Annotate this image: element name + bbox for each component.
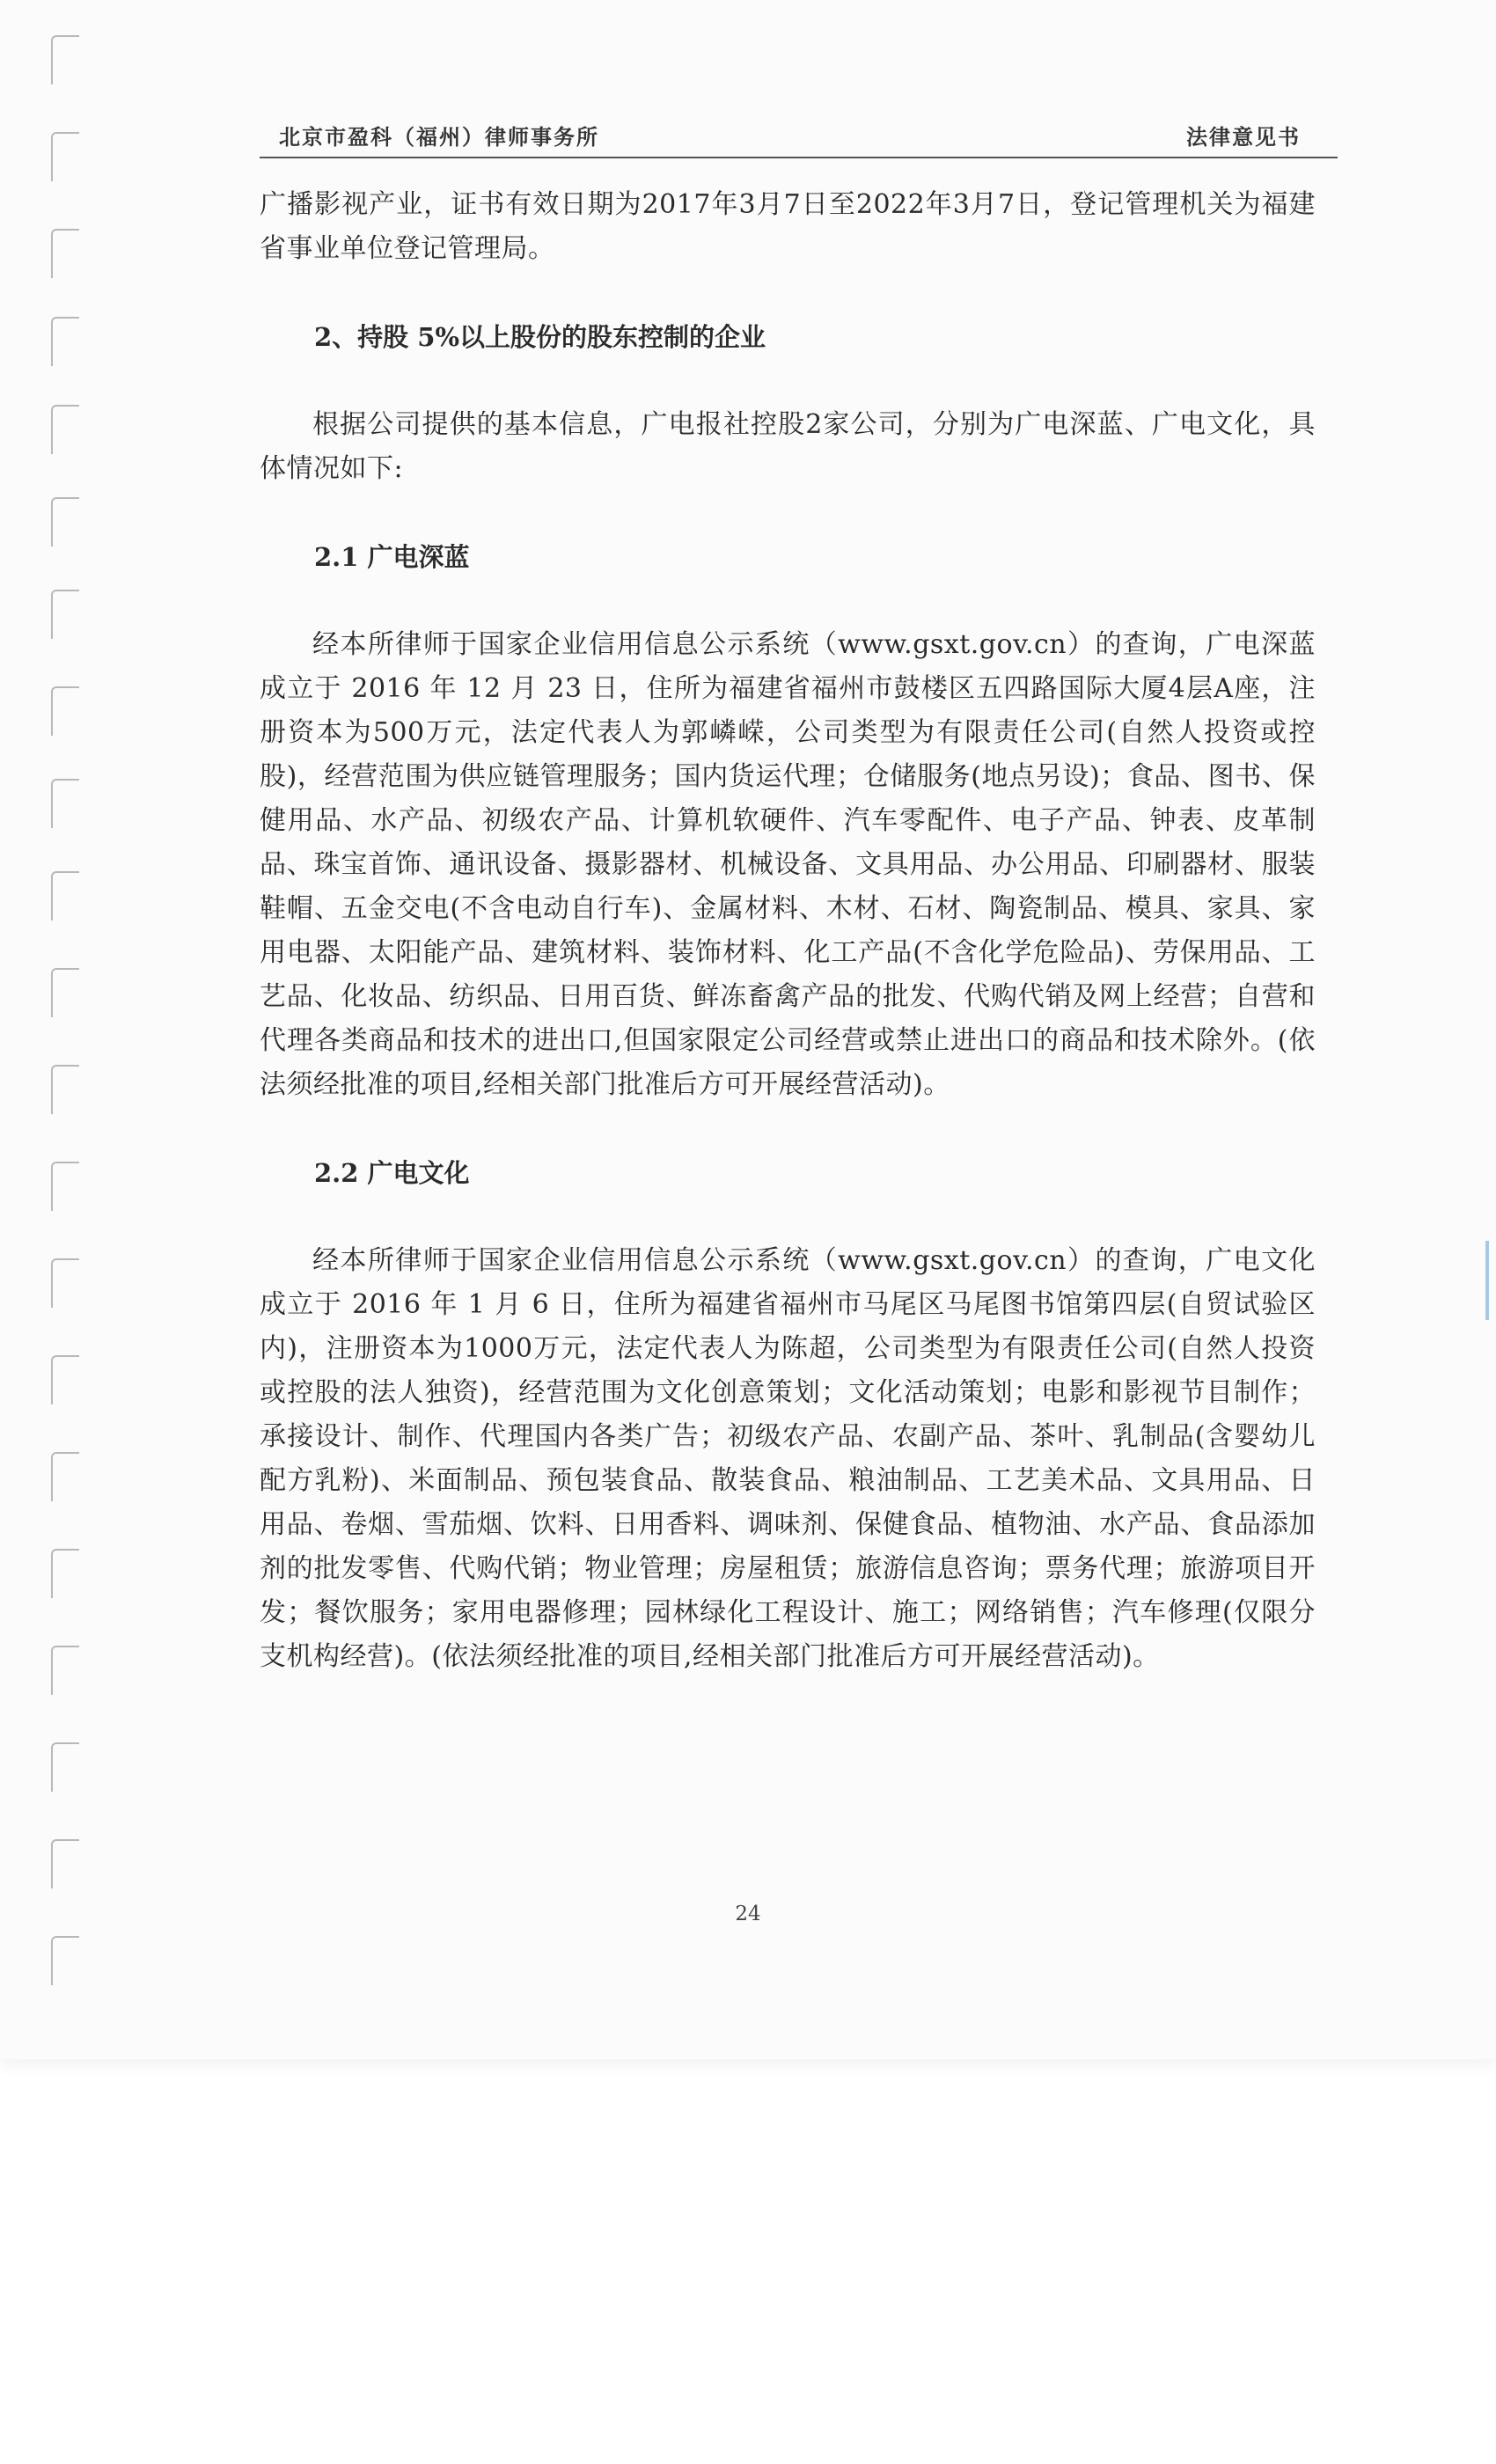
binding-mark [51,229,79,278]
binding-mark [51,1549,79,1598]
binding-mark [51,968,79,1017]
binding-mark [51,779,79,828]
paragraph-guangdian-wenhua: 经本所律师于国家企业信用信息公示系统（www.gsxt.gov.cn）的查询，广电文化成立于 2016 年 1 月 6 日，住所为福建省福州市马尾区马尾图书馆第四层(自贸试验区内)，注册资本为1000万元，法定代表人为陈超，公司类型为有限责任公司(自然人投资或控股的法人独资)，经营范围为文化创意策划；文化活动策划；电影和影视节目制作；承接设计、制作、代理国内各类广告；初级农产品、农副产品、茶叶、乳制品(含婴幼儿配方乳粉)、米面制品、预包装食品、散装食品、粮油制品、工艺美术品、文具用品、日用品、卷烟、雪茄烟、饮料、日用香料、调味剂、保健食品、植物油、水产品、食品添加剂的批发零售、代购代销；物业管理；房屋租赁；旅游信息咨询；票务代理；旅游项目开发；餐饮服务；家用电器修理；园林绿化工程设计、施工；网络销售；汽车修理(仅限分支机构经营)。(依法须经批准的项目,经相关部门批准后方可开展经营活动)。 [260,1245,1316,1672]
binding-mark [51,1065,79,1114]
binding-mark [51,1162,79,1211]
binding-mark [51,35,79,84]
paragraph-intro: 根据公司提供的基本信息，广电报社控股2家公司，分别为广电深蓝、广电文化，具体情况如下: [260,409,1316,484]
binding-mark [51,871,79,920]
binding-mark [51,1258,79,1308]
paragraph-continued: 广播影视产业，证书有效日期为2017年3月7日至2022年3月7日，登记管理机关为福建省事业单位登记管理局。 [260,189,1316,264]
binding-mark [51,686,79,736]
binding-mark [51,1646,79,1695]
paragraph-guangdian-shenlan: 经本所律师于国家企业信用信息公示系统（www.gsxt.gov.cn）的查询，广电深蓝成立于 2016 年 12 月 23 日，住所为福建省福州市鼓楼区五四路国际大厦4层A座，注册资本为500万元，法定代表人为郭嶙嵘，公司类型为有限责任公司(自然人投资或控股)，经营范围为供应链管理服务；国内货运代理；仓储服务(地点另设)；食品、图书、保健用品、水产品、初级农产品、计算机软硬件、汽车零配件、电子产品、钟表、皮革制品、珠宝首饰、通讯设备、摄影器材、机械设备、文具用品、办公用品、印刷器材、服装鞋帽、五金交电(不含电动自行车)、金属材料、木材、石材、陶瓷制品、模具、家具、家用电器、太阳能产品、建筑材料、装饰材料、化工产品(不含化学危险品)、劳保用品、工艺品、化妆品、纺织品、日用百货、鲜冻畜禽产品的批发、代购代销及网上经营；自营和代理各类商品和技术的进出口,但国家限定公司经营或禁止进出口的商品和技术除外。(依法须经批准的项目,经相关部门批准后方可开展经营活动)。 [260,629,1316,1100]
document-type: 法律意见书 [1186,125,1301,150]
section-heading-2: 2、持股 5%以上股份的股东控制的企业 [314,322,766,352]
section-heading-2-1: 2.1 广电深蓝 [314,542,470,572]
binding-mark [51,1742,79,1792]
binding-mark [51,317,79,366]
binding-mark [51,1936,79,1985]
binding-mark [51,1452,79,1501]
page-header [260,118,1338,158]
page-body [260,183,1316,1679]
binding-mark [51,405,79,454]
binding-mark [51,1839,79,1888]
binding-mark [51,132,79,181]
binding-mark [51,497,79,546]
page-number: 24 [735,1903,761,1925]
binding-mark [51,590,79,639]
binding-mark [51,1355,79,1404]
scan-artifact [1485,1241,1489,1320]
section-heading-2-2: 2.2 广电文化 [314,1158,470,1188]
firm-name: 北京市盈科（福州）律师事务所 [279,125,599,150]
